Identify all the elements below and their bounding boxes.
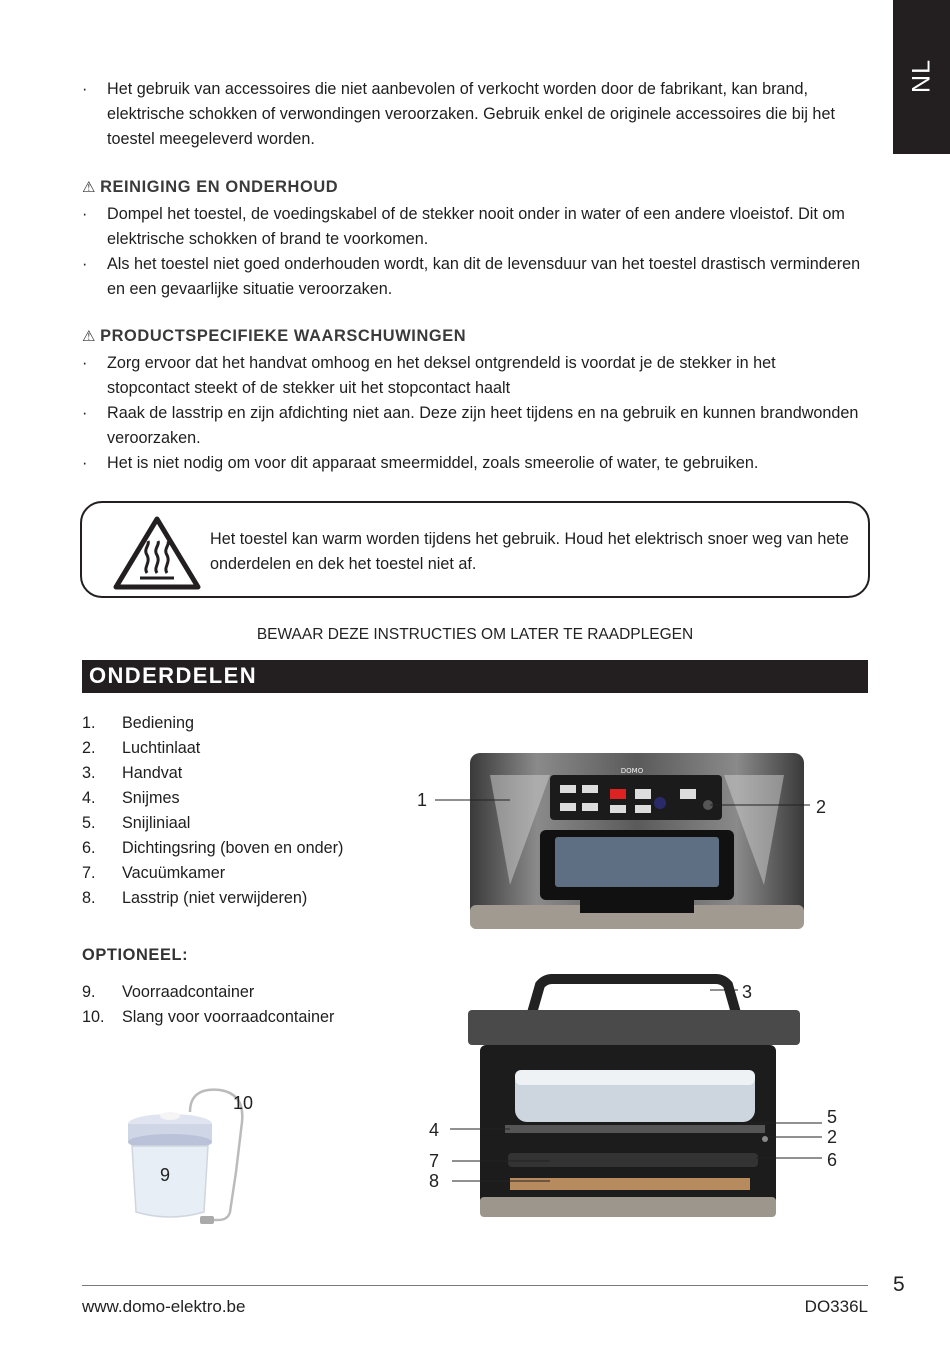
bullet-dot: · [82, 255, 88, 273]
language-tab [893, 0, 950, 154]
bullet-dot: · [82, 205, 88, 223]
product-warning-bullet-1 [82, 351, 862, 401]
bullet-text: Als het toestel niet goed onderhouden wordt, kan dit de levensduur van het toestel drastisch verminderen en een gevaarlijke situatie veroorzaken. [107, 255, 861, 298]
part-label: Lasstrip (niet verwijderen) [122, 889, 308, 907]
bullet-text: Dompel het toestel, de voedingskabel of de stekker nooit onder in water of een andere vloeistof. Dit om elektrische schokken of brand te voorkomen. [107, 205, 845, 248]
part-number: 3. [82, 764, 96, 782]
part-item [82, 861, 402, 886]
part-number: 5. [82, 814, 96, 832]
page-number: 5 [893, 1273, 905, 1296]
product-warnings-heading [82, 327, 466, 346]
bullet-text: Raak de lasstrip en zijn afdichting niet aan. Deze zijn heet tijdens en na gebruik en kunnen brandwonden veroorzaken. [107, 404, 859, 447]
product-warnings-heading-text: PRODUCTSPECIFIEKE WAARSCHUWINGEN [100, 327, 467, 345]
callout-label: 1 [417, 790, 428, 810]
bullet-dot: · [82, 404, 88, 422]
part-item [82, 711, 402, 736]
part-label: Luchtinlaat [122, 739, 201, 757]
part-number: 8. [82, 889, 96, 907]
part-label: Slang voor voorraadcontainer [122, 1008, 335, 1026]
part-number: 7. [82, 864, 96, 882]
part-item [82, 811, 402, 836]
cleaning-bullet-1 [82, 202, 862, 252]
part-label: Voorraadcontainer [122, 983, 255, 1001]
product-warning-bullet-3 [82, 451, 862, 476]
parts-section-title: ONDERDELEN [89, 663, 258, 688]
warning-triangle-icon: ⚠ [82, 179, 97, 196]
part-item [82, 736, 402, 761]
cleaning-heading [82, 178, 338, 197]
bullet-text: Het gebruik van accessoires die niet aanbevolen of verkocht worden door de fabrikant, kan brand, elektrische schokken of verwondingen veroorzaken. Gebruik enkel de originele accessoires die bij het toestel meegeleverd worden. [107, 80, 835, 148]
part-number: 6. [82, 839, 96, 857]
callout-label: 9 [160, 1165, 171, 1185]
intro-bullet [82, 77, 862, 152]
hot-surface-icon [112, 515, 202, 591]
optional-part-item [82, 980, 402, 1005]
part-number: 2. [82, 739, 96, 757]
part-label: Bediening [122, 714, 195, 732]
callout-label: 2 [827, 1127, 838, 1147]
warning-triangle-icon: ⚠ [82, 328, 97, 345]
footer-divider [82, 1285, 868, 1286]
part-label: Snijliniaal [122, 814, 191, 832]
product-warning-bullet-2 [82, 401, 862, 451]
part-number: 4. [82, 789, 96, 807]
part-item [82, 786, 402, 811]
optional-heading: OPTIONEEL: [82, 946, 189, 964]
part-label: Snijmes [122, 789, 180, 807]
part-number: 1. [82, 714, 96, 732]
parts-section-header [82, 660, 868, 693]
footer-website: www.domo-elektro.be [82, 1297, 246, 1316]
part-label: Dichtingsring (boven en onder) [122, 839, 344, 857]
callout-label: 6 [827, 1150, 838, 1170]
part-item [82, 886, 402, 911]
part-number: 9. [82, 983, 96, 1001]
bullet-text: Zorg ervoor dat het handvat omhoog en het deksel ontgrendeld is voordat je de stekker in het stopcontact steekt of de stekker uit het stopcontact haalt [107, 354, 776, 397]
callout-label: 4 [429, 1120, 440, 1140]
part-label: Vacuümkamer [122, 864, 226, 882]
language-label: NL [907, 59, 935, 93]
callout-label: 5 [827, 1107, 838, 1127]
callout-label: 7 [429, 1151, 440, 1171]
bullet-dot: · [82, 354, 88, 372]
callout-label: 3 [742, 982, 753, 1002]
hot-surface-warning-text: Het toestel kan warm worden tijdens het gebruik. Houd het elektrisch snoer weg van hete onderdelen en dek het toestel niet af. [210, 530, 849, 573]
keep-instructions-note: BEWAAR DEZE INSTRUCTIES OM LATER TE RAADPLEGEN [256, 626, 694, 643]
sealer-top-view-image [410, 745, 850, 935]
cleaning-bullet-2 [82, 252, 862, 302]
hot-surface-warning-box [80, 501, 870, 598]
sealer-open-view-image [420, 975, 850, 1225]
part-number: 10. [82, 1008, 105, 1026]
callout-label: 2 [816, 797, 827, 817]
callout-label: 8 [429, 1171, 440, 1191]
bullet-dot: · [82, 80, 88, 98]
bullet-text: Het is niet nodig om voor dit apparaat smeermiddel, zoals smeerolie of water, te gebruiken. [107, 454, 759, 472]
part-item [82, 836, 402, 861]
optional-part-item [82, 1005, 402, 1030]
cleaning-heading-text: REINIGING EN ONDERHOUD [100, 178, 339, 196]
callout-label: 10 [233, 1093, 254, 1113]
footer-model: DO336L [804, 1297, 868, 1316]
brand-logo: DOMO [620, 767, 644, 775]
bullet-dot: · [82, 454, 88, 472]
part-item [82, 761, 402, 786]
part-label: Handvat [122, 764, 183, 782]
